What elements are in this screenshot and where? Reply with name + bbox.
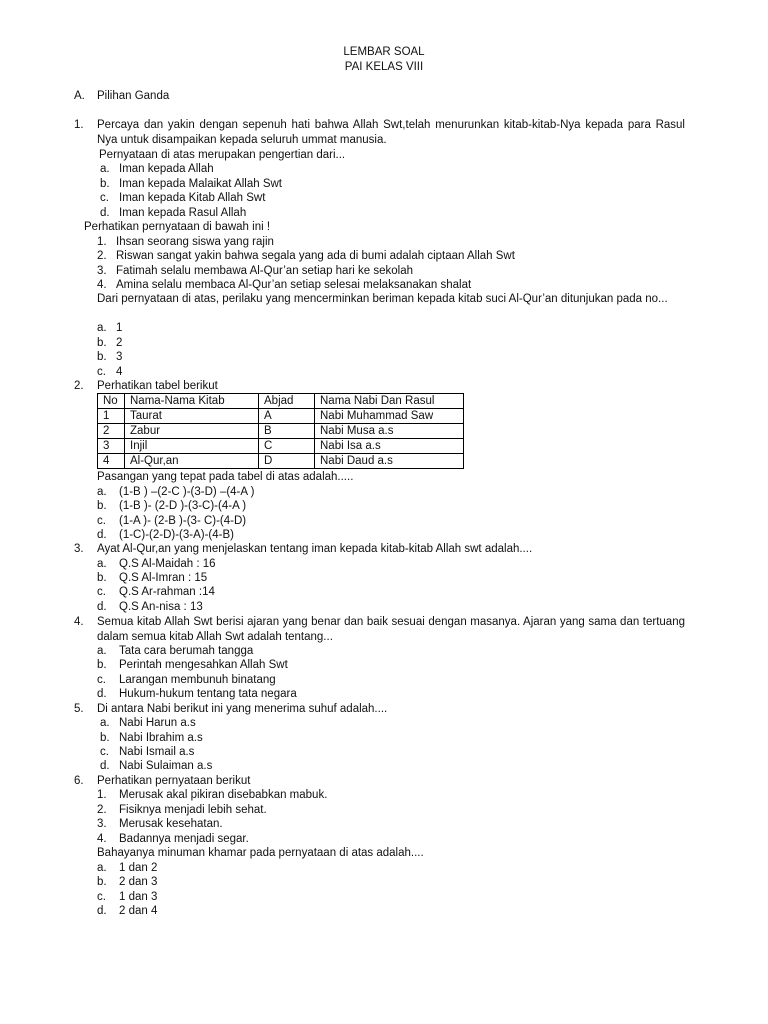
option-marker: d. bbox=[97, 529, 107, 541]
question-stem: Dari pernyataan di atas, perilaku yang mencerminkan beriman kepada kitab suci Al-Qur’an ditunjukan pada no... bbox=[97, 293, 668, 305]
question-text: Ayat Al-Qur,an yang menjelaskan tentang iman kepada kitab-kitab Allah swt adalah.... bbox=[97, 543, 533, 555]
table-row bbox=[98, 409, 464, 424]
question-text: Perhatikan tabel berikut bbox=[97, 380, 218, 392]
option-marker: a. bbox=[97, 558, 107, 570]
option-marker: c. bbox=[97, 586, 106, 598]
question-stem: Pernyataan di atas merupakan pengertian dari... bbox=[99, 149, 346, 161]
question-text: Semua kitab Allah Swt berisi ajaran yang benar dan baik sesuai dengan masanya. Ajaran yang sama dan tertuang dalam semua kitab Allah Swt adalah tentang... bbox=[97, 616, 685, 643]
option-marker: b. bbox=[97, 876, 107, 888]
table-cell: A bbox=[259, 409, 315, 424]
option-text: (1-B )- (2-D )-(3-C)-(4-A ) bbox=[119, 500, 247, 512]
statement-text: Badannya menjadi segar. bbox=[119, 833, 249, 845]
option-marker: c. bbox=[97, 366, 106, 378]
option-text: Iman kepada Kitab Allah Swt bbox=[119, 192, 266, 204]
question-number: 1. bbox=[74, 119, 84, 131]
option-marker: c. bbox=[100, 192, 109, 204]
option-text: Nabi Sulaiman a.s bbox=[119, 760, 213, 772]
option-text: 4 bbox=[116, 366, 123, 378]
option-marker: c. bbox=[100, 746, 109, 758]
option-text: Q.S An-nisa : 13 bbox=[119, 601, 203, 613]
question-text: Di antara Nabi berikut ini yang menerima suhuf adalah.... bbox=[97, 703, 388, 715]
option-marker: b. bbox=[100, 732, 110, 744]
table-header-cell: Abjad bbox=[259, 394, 315, 409]
question-text: Percaya dan yakin dengan sepenuh hati bahwa Allah Swt,telah menurunkan kitab-kitab-Nya kepada para Rasul Nya untuk disampaikan kepada seluruh ummat manusia. bbox=[97, 119, 685, 146]
statement-marker: 1. bbox=[97, 789, 107, 801]
table-cell: 3 bbox=[98, 439, 125, 454]
option-marker: c. bbox=[97, 891, 106, 903]
option-marker: a. bbox=[100, 163, 110, 175]
table-cell: B bbox=[259, 424, 315, 439]
table-cell: Nabi Muhammad Saw bbox=[315, 409, 464, 424]
statement-marker: 4. bbox=[97, 279, 107, 291]
section-marker: A. bbox=[74, 90, 85, 102]
section-title: Pilihan Ganda bbox=[97, 90, 170, 102]
question-number: 5. bbox=[74, 703, 84, 715]
option-marker: b. bbox=[97, 351, 107, 363]
table-cell: Taurat bbox=[125, 409, 259, 424]
option-marker: d. bbox=[97, 905, 107, 917]
option-marker: b. bbox=[97, 572, 107, 584]
kitab-table bbox=[97, 393, 464, 469]
statement-marker: 2. bbox=[97, 250, 107, 262]
table-cell: C bbox=[259, 439, 315, 454]
table-cell: D bbox=[259, 454, 315, 469]
worksheet-title: LEMBAR SOAL bbox=[343, 46, 425, 58]
option-marker: a. bbox=[97, 486, 107, 498]
question-text: Perhatikan pernyataan berikut bbox=[97, 775, 251, 787]
table-cell: Zabur bbox=[125, 424, 259, 439]
option-text: Nabi Ismail a.s bbox=[119, 746, 195, 758]
option-text: 1 bbox=[116, 322, 123, 334]
table-row bbox=[98, 454, 464, 469]
question-stem: Bahayanya minuman khamar pada pernyataan di atas adalah.... bbox=[97, 847, 424, 859]
option-text: Nabi Harun a.s bbox=[119, 717, 196, 729]
table-cell: Nabi Isa a.s bbox=[315, 439, 464, 454]
option-text: Larangan membunuh binatang bbox=[119, 674, 276, 686]
option-marker: d. bbox=[97, 688, 107, 700]
option-marker: d. bbox=[100, 207, 110, 219]
table-cell: 1 bbox=[98, 409, 125, 424]
table-header-cell: Nama-Nama Kitab bbox=[125, 394, 259, 409]
statement-text: Merusak kesehatan. bbox=[119, 818, 223, 830]
option-text: 2 dan 4 bbox=[119, 905, 158, 917]
option-marker: b. bbox=[100, 178, 110, 190]
option-text: Tata cara berumah tangga bbox=[119, 645, 254, 657]
statement-marker: 3. bbox=[97, 265, 107, 277]
statement-text: Ihsan seorang siswa yang rajin bbox=[116, 236, 274, 248]
statement-marker: 4. bbox=[97, 833, 107, 845]
option-text: (1-B ) –(2-C )-(3-D) –(4-A ) bbox=[119, 486, 255, 498]
option-marker: c. bbox=[97, 515, 106, 527]
table-cell: Al-Qur,an bbox=[125, 454, 259, 469]
question-number: 2. bbox=[74, 380, 84, 392]
option-marker: b. bbox=[97, 337, 107, 349]
statement-text: Riswan sangat yakin bahwa segala yang ada di bumi adalah ciptaan Allah Swt bbox=[116, 250, 515, 262]
option-text: (1-A )- (2-B )-(3- C)-(4-D) bbox=[119, 515, 247, 527]
option-text: Iman kepada Rasul Allah bbox=[119, 207, 247, 219]
table-cell: 4 bbox=[98, 454, 125, 469]
option-marker: a. bbox=[97, 645, 107, 657]
option-marker: d. bbox=[100, 760, 110, 772]
option-text: Q.S Al-Imran : 15 bbox=[119, 572, 208, 584]
option-text: Q.S Al-Maidah : 16 bbox=[119, 558, 216, 570]
statement-text: Fisiknya menjadi lebih sehat. bbox=[119, 804, 267, 816]
question-intro: Perhatikan pernyataan di bawah ini ! bbox=[84, 221, 271, 233]
table-header-cell: No bbox=[98, 394, 125, 409]
option-text: (1-C)-(2-D)-(3-A)-(4-B) bbox=[119, 529, 234, 541]
option-text: Iman kepada Allah bbox=[119, 163, 214, 175]
table-cell: 2 bbox=[98, 424, 125, 439]
option-marker: b. bbox=[97, 659, 107, 671]
statement-text: Amina selalu membaca Al-Qur’an setiap selesai melaksanakan shalat bbox=[116, 279, 472, 291]
option-text: 1 dan 2 bbox=[119, 862, 158, 874]
question-number: 6. bbox=[74, 775, 84, 787]
option-text: Hukum-hukum tentang tata negara bbox=[119, 688, 297, 700]
table-cell: Nabi Musa a.s bbox=[315, 424, 464, 439]
table-header-row bbox=[98, 394, 464, 409]
option-text: 3 bbox=[116, 351, 123, 363]
option-marker: a. bbox=[97, 862, 107, 874]
question-stem: Pasangan yang tepat pada tabel di atas adalah..... bbox=[97, 471, 354, 483]
statement-marker: 1. bbox=[97, 236, 107, 248]
question-number: 3. bbox=[74, 543, 84, 555]
table-cell: Injil bbox=[125, 439, 259, 454]
statement-marker: 3. bbox=[97, 818, 107, 830]
option-marker: c. bbox=[97, 674, 106, 686]
option-text: 1 dan 3 bbox=[119, 891, 158, 903]
statement-text: Merusak akal pikiran disebabkan mabuk. bbox=[119, 789, 328, 801]
option-text: 2 dan 3 bbox=[119, 876, 158, 888]
table-row bbox=[98, 439, 464, 454]
option-marker: b. bbox=[97, 500, 107, 512]
worksheet-subtitle: PAI KELAS VIII bbox=[344, 61, 424, 73]
option-marker: d. bbox=[97, 601, 107, 613]
statement-marker: 2. bbox=[97, 804, 107, 816]
table-header-cell: Nama Nabi Dan Rasul bbox=[315, 394, 464, 409]
option-text: 2 bbox=[116, 337, 123, 349]
statement-text: Fatimah selalu membawa Al-Qur’an setiap hari ke sekolah bbox=[116, 265, 414, 277]
option-text: Perintah mengesahkan Allah Swt bbox=[119, 659, 288, 671]
option-text: Iman kepada Malaikat Allah Swt bbox=[119, 178, 283, 190]
question-number: 4. bbox=[74, 616, 84, 628]
table-cell: Nabi Daud a.s bbox=[315, 454, 464, 469]
option-marker: a. bbox=[100, 717, 110, 729]
table-row bbox=[98, 424, 464, 439]
option-marker: a. bbox=[97, 322, 107, 334]
option-text: Q.S Ar-rahman :14 bbox=[119, 586, 215, 598]
option-text: Nabi Ibrahim a.s bbox=[119, 732, 203, 744]
